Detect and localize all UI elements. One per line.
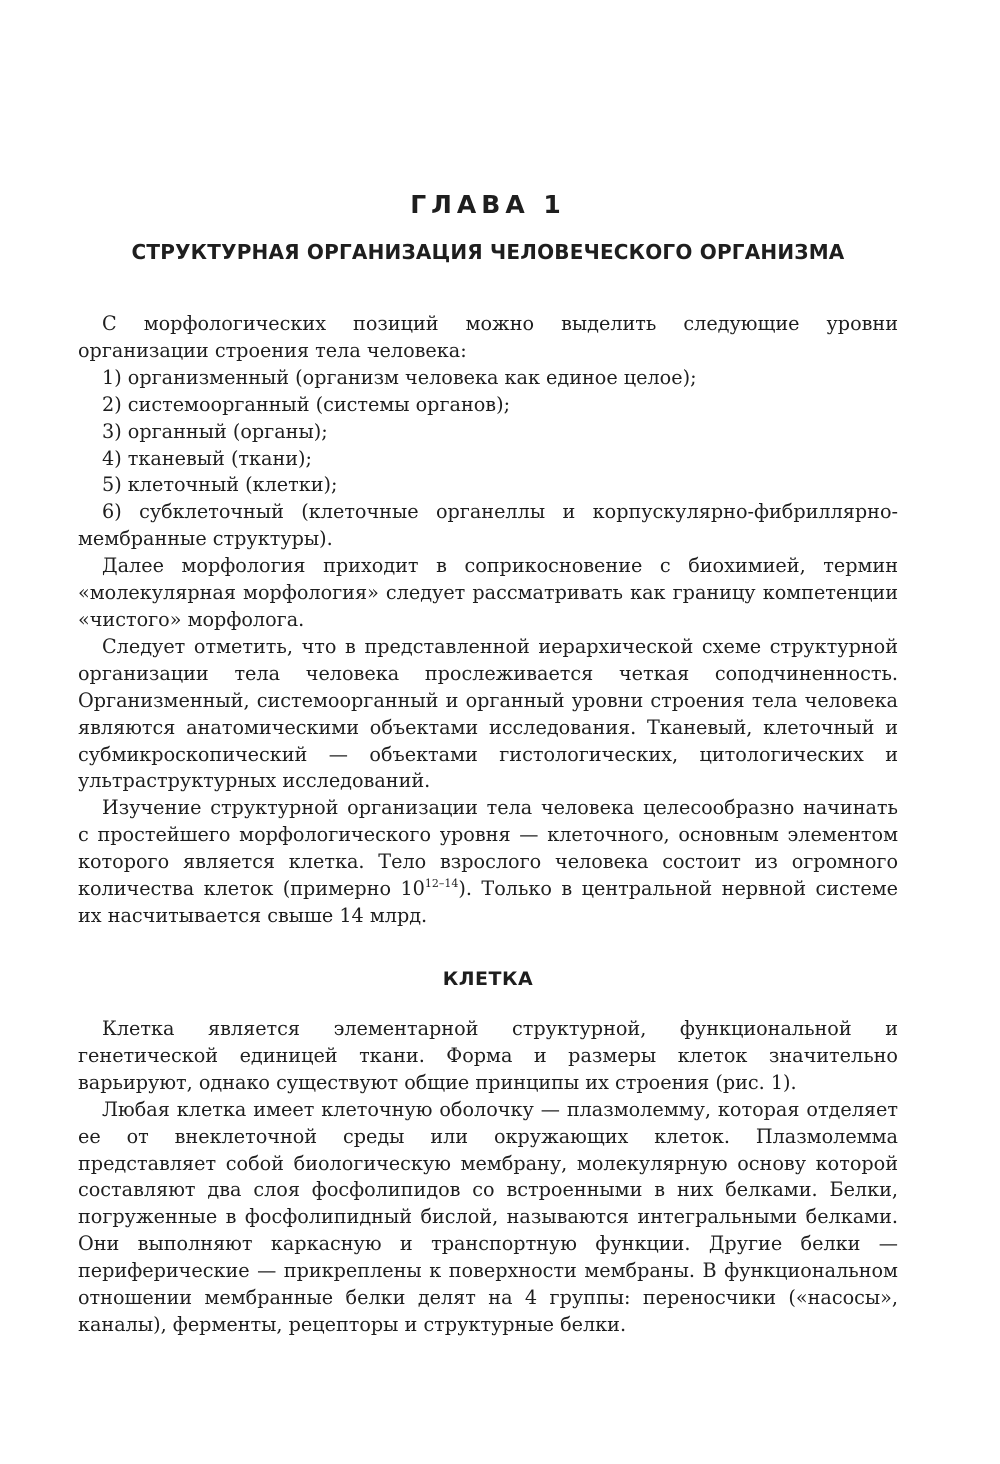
intro-text-block [78,311,898,930]
cell-count-paragraph [78,795,898,930]
level-list-item: 4) тканевый (ткани); [102,446,313,470]
level-list-item: 2) системоорганный (системы органов); [102,392,511,416]
level-list-item: 3) органный (органы); [102,419,328,443]
level-list-item: 1) организменный (организм человека как единое целое); [102,365,697,389]
chapter-title: СТРУКТУРНАЯ ОРГАНИЗАЦИЯ ЧЕЛОВЕЧЕСКОГО ОРГАНИЗМА [131,240,845,264]
cell-count-exponent: 12–14 [424,877,459,891]
hierarchy-paragraph: Следует отметить, что в представленной иерархической схеме структурной организации тела человека прослеживается четкая соподчиненность. Организменный, системоорганный и органный уровни строения тела человека являются анатомическими объектами исследования. Тканевый, клеточный и субмикроскопический — объектами гистологических, цитологических и ультраструктурных исследований. [78,634,898,793]
molecular-morphology-paragraph: Далее морфология приходит в соприкосновение с биохимией, термин «молекулярная морфология» следует рассматривать как границу компетенции «чистого» морфолога. [78,554,898,631]
cell-section-text-block [78,1016,898,1339]
section-heading-cell: КЛЕТКА [442,968,534,990]
cell-definition-paragraph: Клетка является элементарной структурной, функциональной и генетической единицей ткани. Форма и размеры клеток значительно варьируют, однако существуют общие принципы их строения (рис. 1). [78,1017,898,1094]
level-list-item: 6) субклеточный (клеточные органеллы и корпускулярно-фибриллярно-мембранные структуры). [78,500,898,551]
level-list-item: 5) клеточный (клетки); [102,473,338,497]
intro-lead-paragraph: С морфологических позиций можно выделить следующие уровни организации строения тела человека: [78,312,898,362]
cell-count-text-before: Изучение структурной организации тела человека целесообразно начинать с простейшего морфологического уровня — клеточного, основным элементом которого является клетка. Тело взрослого человека состоит из огромного количества клеток (примерно 10 [78,796,898,901]
chapter-label: ГЛАВА 1 [410,190,566,219]
plasmalemma-paragraph: Любая клетка имеет клеточную оболочку — плазмолемму, которая отделяет ее от внеклеточной среды или окружающих клеток. Плазмолемма представляет собой биологическую мембрану, молекулярную основу которой составляют два слоя фосфолипидов со встроенными в них белками. Белки, погруженные в фосфолипидный бислой, называются интегральными белками. Они выполняют каркасную и транспортную функции. Другие белки — периферические — прикреплены к поверхности мембраны. В функциональном отношении мембранные белки делят на 4 группы: переносчики («насосы», каналы), ферменты, рецепторы и структурные белки. [78,1097,898,1336]
cell-count-text-after: ). Только в центральной нервной системе их насчитывается свыше 14 млрд. [78,877,898,927]
